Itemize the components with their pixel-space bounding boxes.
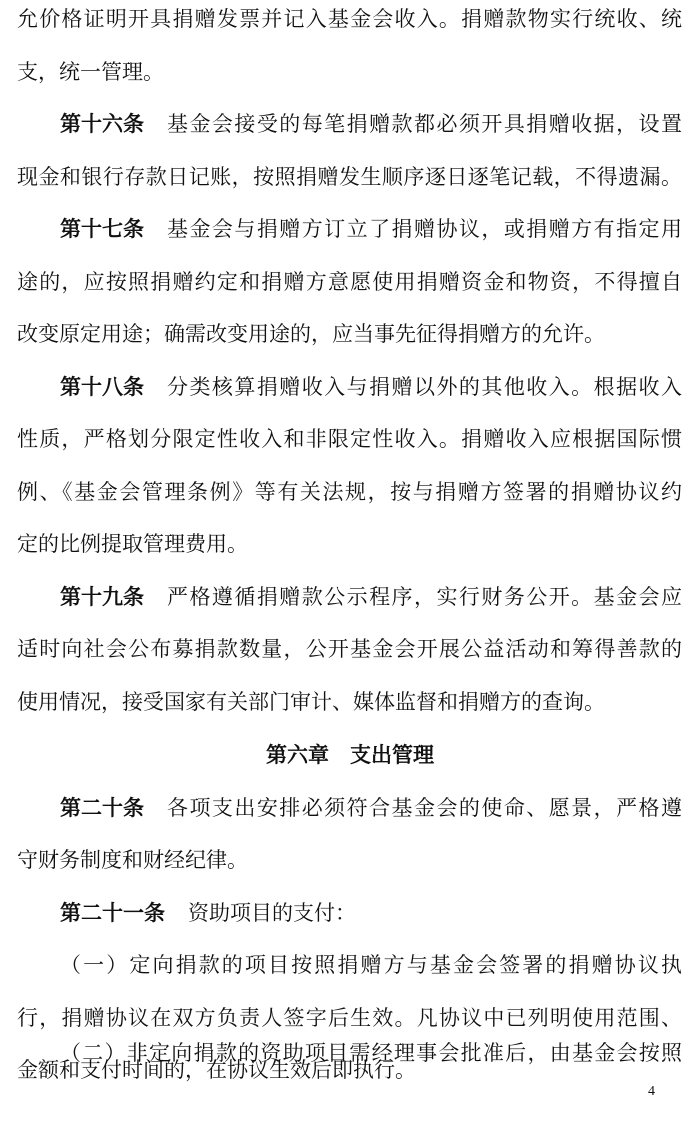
article-label: 第十六条	[60, 111, 144, 136]
article-label: 第二十一条	[60, 900, 165, 925]
document-page: 允价格证明开具捐赠发票并记入基金会收入。捐赠款物实行统收、统 支，统一管理。 第十六条 基金会接受的每笔捐赠款都必须开具捐赠收据，设置 现金和银行存款日记账，按照捐赠发生顺序逐日逐笔记载，不得遗漏。 第十七条 基金会与捐赠方订立了捐赠协议，或捐赠方有指定用 途的，应按照捐赠约定和捐赠方意愿使用捐赠资金和物资，不得擅自 改变原定用途；确需改变用途的，应当事先征得捐赠方的允许。 第十八条 分类核算捐赠收入与捐赠以外的其他收入。根据收入 性质，严格划分限定性收入和非限定性收入。捐赠收入应根据国际惯 例、《基金会管理条例》等有关法规，按与捐赠方签署的捐赠协议约 定的比例提取管理费用。 第十九条 严格遵循捐赠款公示程序，实行财务公开。基金会应 适时向社会公布募捐款数量，公开基金会开展公益活动和筹得善款的 使用情况，接受国家有关部门审计、媒体监督和捐赠方的查询。 第六章 支出管理 第二十条 各项支出安排必须符合基金会的使命、愿景，严格遵 守财务制度和财经纪律。 第二十一条 资助项目的支付： （一）定向捐款的项目按照捐赠方与基金会签署的捐赠协议执 行，捐赠协议在双方负责人签字后生效。凡协议中已列明使用范围、 金额和支付时间的，在协议生效后即执行。 4 （二）非定向捐款的资助项目需经理事会批准后，由基金会按照	[0, 0, 700, 1125]
article-label: 第十七条	[60, 216, 144, 241]
article-label: 第十九条	[60, 584, 144, 609]
page-number: 4	[648, 1084, 655, 1099]
article-label: 第二十条	[60, 795, 144, 820]
article-label: 第十八条	[60, 374, 144, 399]
chapter-heading: 第六章 支出管理	[266, 742, 434, 767]
